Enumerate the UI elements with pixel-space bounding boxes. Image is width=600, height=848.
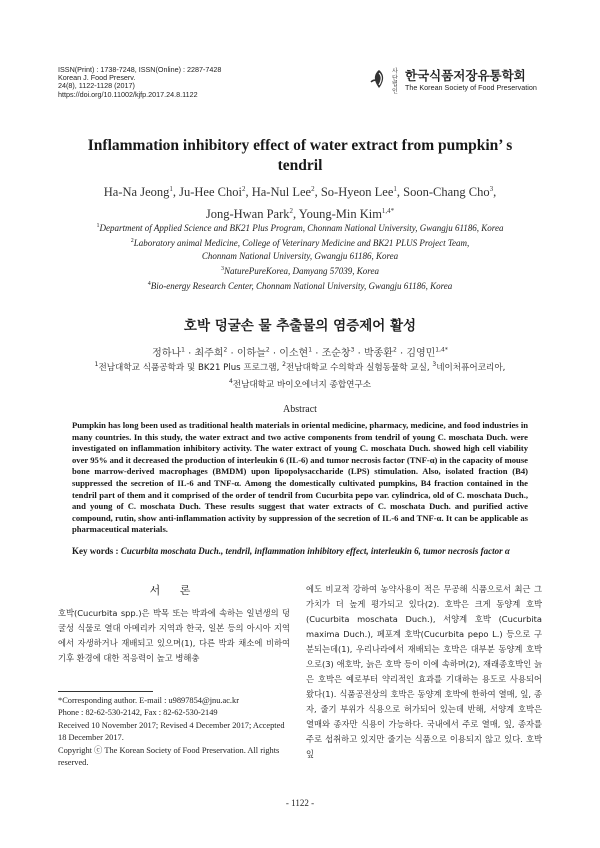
contact-phone: Phone : 82-62-530-2142, Fax : 82-62-530-2149 bbox=[58, 708, 218, 718]
society-prefix: 사단법인 bbox=[392, 68, 398, 95]
journal-name: Korean J. Food Preserv. bbox=[58, 73, 136, 83]
society-name-ko: 한국식품저장유통학회 bbox=[405, 68, 526, 83]
author: Ha-Nul Lee$^2$ bbox=[251, 185, 315, 200]
corresponding-author: *Corresponding author. E-mail : u9897854@jnu.ac.kr bbox=[58, 696, 239, 705]
paper-title-ko: 호박 덩굴손 물 추출물의 염증제어 활성 bbox=[183, 318, 417, 334]
author-ko: 이하늘$^2$ bbox=[236, 347, 270, 360]
footnote-divider bbox=[58, 691, 153, 692]
volume-line: 24(8), 1122-1128 (2017) bbox=[58, 81, 135, 91]
affiliation: $^4$Bio-energy Research Center, Chonnam National University, Gwangju 61186, Korea bbox=[147, 281, 453, 291]
journal-meta bbox=[58, 66, 221, 99]
received-dates: Received 10 November 2017; Revised 4 December 2017; Accepted 18 December 2017. bbox=[58, 720, 285, 743]
affiliation: $^2$Laboratory animal Medicine, College of Veterinary Medicine and BK21 PLUS Project Team, bbox=[130, 238, 470, 248]
doi-link[interactable]: https://doi.org/10.11002/kjfp.2017.24.8.1122 bbox=[58, 89, 198, 99]
affiliation-continued: Chonnam National University, Gwangju 61186, Korea bbox=[201, 251, 399, 261]
copyright: Copyright ⓒ The Korean Society of Food Preservation. All rights reserved. bbox=[58, 745, 280, 768]
page-number: - 1122 - bbox=[285, 798, 315, 808]
keywords bbox=[72, 545, 532, 557]
intro-heading: 서 론 bbox=[149, 584, 199, 597]
footnote bbox=[58, 695, 290, 769]
affiliation: $^3$NaturePureKorea, Damyang 57039, Korea bbox=[221, 266, 379, 276]
keywords-text: Cucurbita moschata Duch., tendril, inflammation inhibitory effect, interleukin 6, tumor necrosis factor α bbox=[120, 546, 510, 556]
authors-en: Ha-Na Jeong$^1$, Ju-Hee Choi$^2$, Ha-Nul Lee$^2$, So-Hyeon Lee$^1$, Soon-Chang Cho$^3$, Jong-Hwan Park$^2$, Young-Min Kim$^{1,4*}$ bbox=[103, 185, 497, 222]
author-ko: 정하나$^1$ bbox=[152, 347, 185, 360]
intro-paragraph-right: 에도 비교적 강하여 농약사용이 적은 무공해 식품으로서 최근 그 가치가 더 높게 평가되고 있다(2). 호박은 크게 동양계 호박(Cucurbita moschata Duch.), 서양계 호박 (Cucurbita maxima Duch.), 페포계 호박(Cucurbita pepo L.) 등으로 구분되는데(1), 우리나라에서 재배되는 호박은 대부분 동양계 호박으로(3) 애호박, 늙은 호박 등이 이에 속하며(2), 재래종호박인 늙은 호박은 예로부터 약리적인 효과를 기대하는 용도로 사용되어 왔다(1). 식품공전상의 호박은 동양계 호박에 한하여 열매, 잎, 종자, 줄기 부위가 식용으로 허가되어 있는데 반해, 서양계 호박은 열매와 종자만 식용이 가능하다. 국내에서 주로 열매, 잎, 종자를 주로 섭취하고 있지만 줄기는 식품으로 이용되지 않고 있다. 호박잎 bbox=[306, 584, 542, 759]
author-ko: 이소현$^1$ bbox=[279, 347, 313, 360]
author: Soon-Chang Cho$^3$ bbox=[403, 185, 494, 200]
intro-paragraph-left: 호박(Cucurbita spp.)은 박목 또는 박과에 속하는 일년생의 덩굴성 식물로 열대 아메리카 지역과 한국, 일본 등의 아시아 지역에서 자생하거나 재배되고 있으며(1), 다른 박과 채소에 비하여 기후 환경에 대한 적응력이 높고 병해충 bbox=[58, 608, 290, 663]
author-ko: 최주희$^2$ bbox=[194, 347, 228, 360]
society-logo-icon bbox=[368, 68, 390, 90]
author-ko: 박종환$^2$ bbox=[363, 347, 397, 360]
authors-ko: 정하나$^1$ · 최주희$^2$ · 이하늘$^2$ · 이소현$^1$ · 조순창$^3$ · 박종환$^2$ · 김영민$^{1,4*}$ bbox=[152, 347, 448, 360]
author: Ha-Na Jeong$^1$ bbox=[103, 185, 173, 200]
author-ko: 조순창$^3$ bbox=[321, 347, 355, 360]
society-header bbox=[368, 66, 558, 94]
affiliation-ko-line: $^4$전남대학교 바이오에너지 종합연구소 bbox=[228, 377, 372, 390]
abstract-text: Pumpkin has long been used as traditional health materials in oriental medicine, pharmacy, medicine, and food industries in many countries. In this study, the water extract and two active components from tendril of young C. moschata Duch. were investigated on inflammation inhibitory activity. The water extract of young C. moschata Duch. showed high cell viability over 95% and it decreased the production of interleukin 6 (IL-6) and tumor necrosis factor (TNF-α) in the capacity of mouse bone marrow-derived macrophages (BMDM) upon lipopolysaccharide (LPS) stimulation. Also, isolated fraction (B4) suppressed the secretion of IL-6 and TNF-α. Among the domestically cultivated pumpkins, B4 fraction contained in the tendril part of them and it comprised of the order of tendril from Cucurbita pepo var. cylindrica, old of C. moschata Duch., and young of C. moschata Duch. These results suggest that water extracts of C. moschata Duch. and purified active compound, rutin, show anti-inflammation activity by suppression of the secretion of IL-6 and TNF-α. It can be applicable as pharmaceutical materials. bbox=[72, 420, 528, 535]
affiliation: $^1$Department of Applied Science and BK21 Plus Program, Chonnam National University, Gwangju 61186, Korea bbox=[96, 223, 504, 233]
affiliation-ko-line: $^1$전남대학교 식품공학과 및 BK21 Plus 프로그램, $^2$전남대학교 수의학과 실험동물학 교실, $^3$네이처퓨어코리아, bbox=[94, 361, 506, 373]
column-right bbox=[306, 582, 542, 762]
author: Young-Min Kim$^{1,4*}$ bbox=[298, 207, 395, 222]
keywords-label: Key words : bbox=[72, 546, 119, 556]
author: Ju-Hee Choi$^2$ bbox=[179, 185, 246, 200]
paper-title bbox=[60, 136, 540, 176]
abstract-heading: Abstract bbox=[283, 404, 317, 415]
column-left bbox=[58, 582, 290, 666]
author: Jong-Hwan Park$^2$ bbox=[205, 207, 293, 222]
title-line: tendril bbox=[277, 157, 323, 174]
society-name-en: The Korean Society of Food Preservation bbox=[405, 83, 537, 92]
abstract-body bbox=[72, 420, 528, 536]
title-line: Inflammation inhibitory effect of water extract from pumpkin’ s bbox=[87, 137, 513, 154]
issn-line: ISSN(Print) : 1738-7248, ISSN(Online) : 2287-7428 bbox=[58, 65, 222, 74]
author-ko: 김영민$^{1,4*}$ bbox=[406, 347, 448, 360]
affiliations-ko bbox=[40, 358, 560, 392]
author: So-Hyeon Lee$^1$ bbox=[320, 185, 397, 200]
affiliations-en bbox=[60, 220, 540, 293]
